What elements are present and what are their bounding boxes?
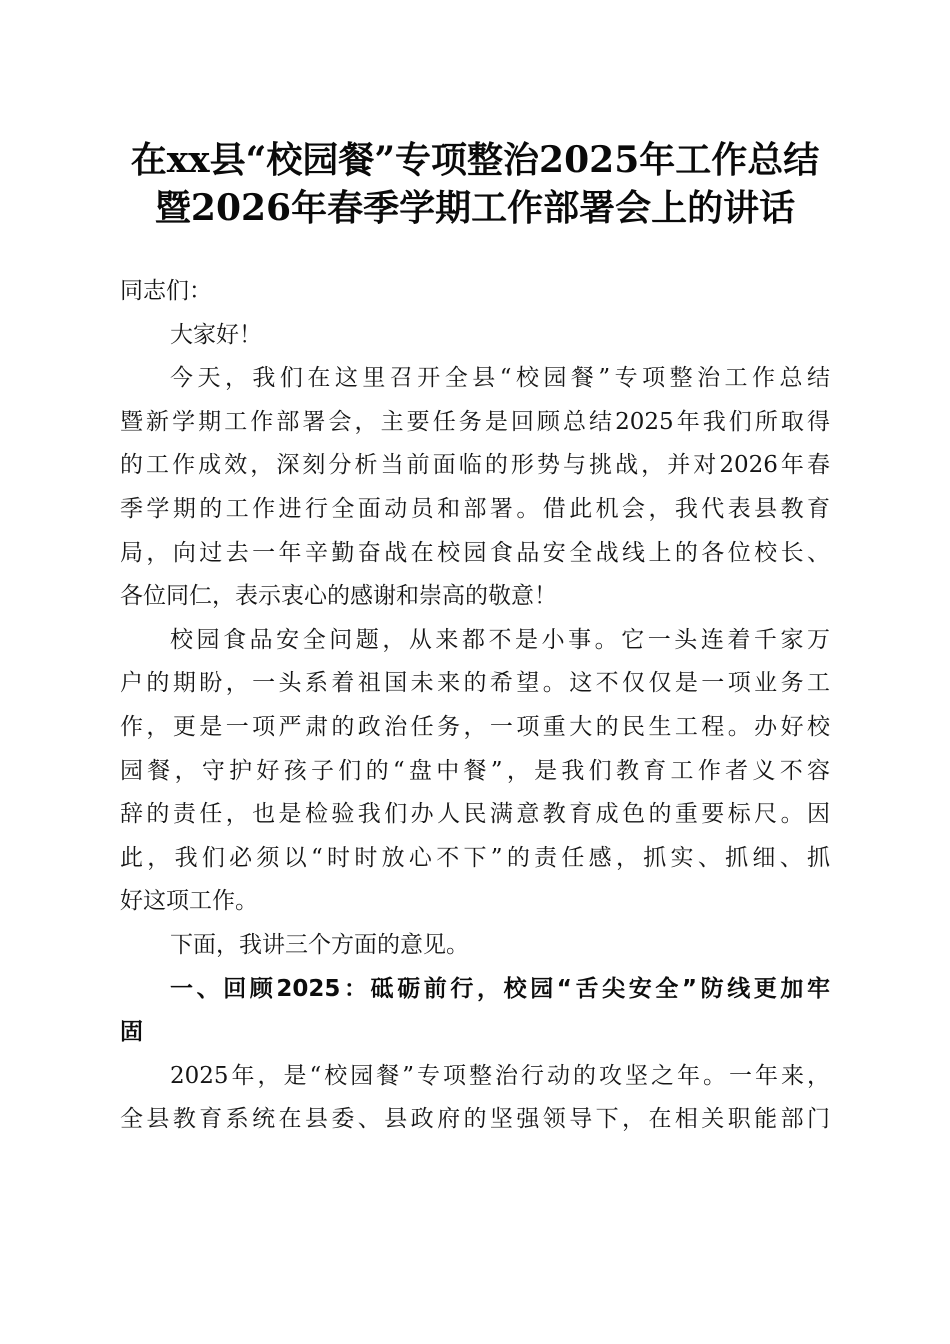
- paragraph-line: 好这项工作。: [120, 888, 258, 915]
- paragraph-line: 暨新学期工作部署会，主要任务是回顾总结2025年我们所取得: [120, 408, 830, 435]
- paragraph-line: 全县教育系统在县委、县政府的坚强领导下，在相关职能部门: [120, 1106, 830, 1133]
- document-title-line-1: 在xx县“校园餐”专项整治2025年工作总结: [130, 139, 820, 181]
- paragraph-line: 作，更是一项严肃的政治任务，一项重大的民生工程。办好校: [120, 713, 830, 740]
- salutation: 同志们：: [120, 278, 212, 304]
- paragraph-line: 户的期盼，一头系着祖国未来的希望。这不仅仅是一项业务工: [120, 670, 830, 697]
- paragraph-line: 2025年，是“校园餐”专项整治行动的攻坚之年。一年来，: [170, 1062, 830, 1089]
- paragraph-line: 局，向过去一年辛勤奋战在校园食品安全战线上的各位校长、: [120, 539, 830, 566]
- paragraph-line: 下面，我讲三个方面的意见。: [170, 931, 469, 958]
- document-body: [120, 270, 830, 1142]
- paragraph-line: 校园食品安全问题，从来都不是小事。它一头连着千家万: [170, 626, 830, 653]
- paragraph-line: 各位同仁，表示衷心的感谢和崇高的敬意！: [120, 583, 557, 610]
- section-heading-continued: 固: [120, 1019, 143, 1046]
- paragraph-line: 季学期的工作进行全面动员和部署。借此机会，我代表县教育: [120, 495, 830, 522]
- paragraph-line: 辞的责任，也是检验我们办人民满意教育成色的重要标尺。因: [120, 801, 830, 828]
- paragraph-line: 园餐，守护好孩子们的“盘中餐”，是我们教育工作者义不容: [120, 757, 830, 784]
- section-heading: 一、回顾2025：砥砺前行，校园“舌尖安全”防线更加牢: [170, 975, 830, 1002]
- greeting: 大家好！: [170, 321, 262, 348]
- paragraph-line: 今天，我们在这里召开全县“校园餐”专项整治工作总结: [170, 365, 830, 392]
- paragraph-line: 此，我们必须以“时时放心不下”的责任感，抓实、抓细、抓: [120, 844, 830, 871]
- document-title-line-2: 暨2026年春季学期工作部署会上的讲话: [154, 187, 796, 229]
- paragraph-line: 的工作成效，深刻分析当前面临的形势与挑战，并对2026年春: [120, 452, 830, 479]
